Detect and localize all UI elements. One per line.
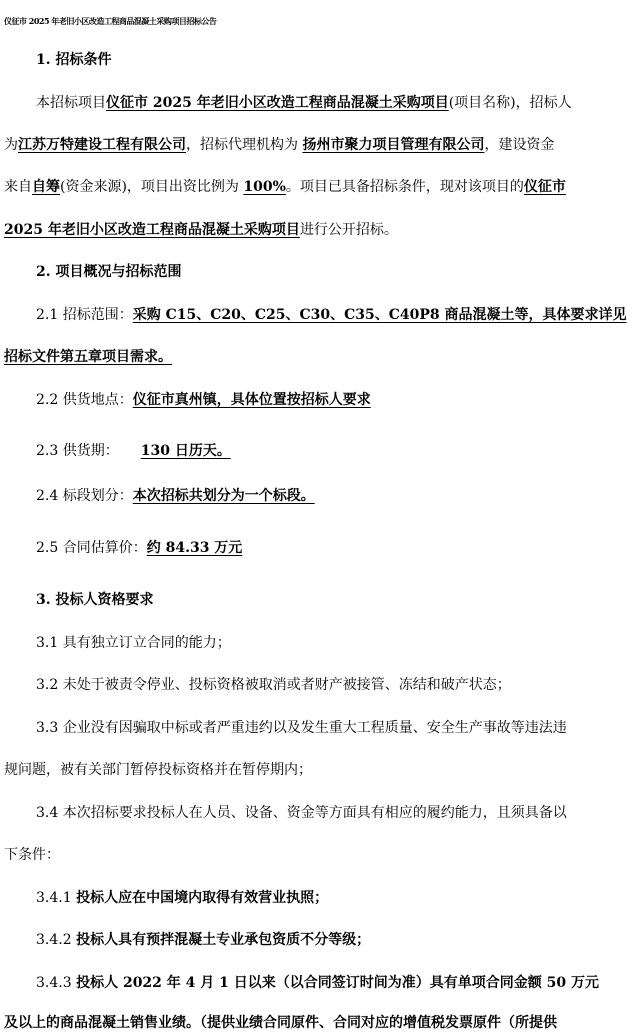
text: ，招标代理机构为	[186, 137, 303, 153]
text: 来自	[4, 179, 32, 195]
scope-line	[36, 305, 626, 325]
item-text: 投标人应在中国境内取得有效营业执照；	[76, 890, 329, 906]
field-label: 2.4 标段划分：	[36, 488, 133, 504]
field-value: 采购 C15、C20、C25、C30、C35、C40P8 商品混凝土等，具体要求详见	[132, 307, 627, 323]
field-value: 本次招标共划分为一个标段。	[132, 488, 315, 504]
tenderer-name: 江苏万特建设工程有限公司	[18, 137, 186, 153]
field-value: 约 84.33 万元	[146, 540, 243, 556]
section-heading-2: 2. 项目概况与招标范围	[36, 264, 182, 280]
item-text: 投标人具有预拌混凝土专业承包资质不分等级；	[76, 932, 371, 948]
fund-source: 自筹	[32, 179, 60, 195]
field-label: 2.5 合同估算价：	[36, 540, 147, 556]
requirement-item: 下条件：	[4, 847, 60, 863]
text: 为	[4, 137, 18, 153]
field-label: 2.3 供货期：	[36, 443, 119, 459]
item-number: 3.4.1	[36, 890, 77, 906]
section-heading-3: 3. 投标人资格要求	[36, 592, 154, 608]
paragraph-line	[4, 220, 398, 240]
project-name: 2025 年老旧小区改造工程商品混凝土采购项目	[4, 222, 300, 238]
paragraph-line	[4, 177, 566, 197]
item-number: 3.4.3	[36, 975, 77, 991]
requirement-item: 3.4 本次招标要求投标人在人员、设备、资金等方面具有相应的履约能力，且须具备以	[36, 805, 567, 821]
requirement-item: 规问题，被有关部门暂停投标资格并在暂停期内；	[4, 762, 312, 778]
field-label: 2.2 供货地点：	[36, 392, 133, 408]
text: 。项目已具备招标条件，现对该项目的	[285, 179, 524, 195]
paragraph-line	[4, 135, 554, 155]
requirement-item	[36, 888, 328, 908]
requirement-item: 3.1 具有独立订立合同的能力；	[36, 635, 231, 651]
project-name: 仪征市 2025 年老旧小区改造工程商品混凝土采购项目	[106, 95, 449, 111]
requirement-item: 3.3 企业没有因骗取中标或者严重违约以及发生重大工程质量、安全生产事故等违法违	[36, 720, 567, 736]
requirement-item: 及以上的商品混凝土销售业绩。（提供业绩合同原件、合同对应的增值税发票原件（所提供	[4, 1015, 557, 1031]
text: 进行公开招标。	[299, 222, 398, 238]
funding-ratio: 100%	[243, 179, 286, 195]
lot-line	[36, 486, 315, 506]
section-heading-1: 1. 招标条件	[36, 52, 112, 68]
project-name: 仪征市	[523, 179, 566, 195]
contract-price-line	[36, 538, 242, 558]
supply-place-line	[36, 390, 371, 410]
requirement-item	[36, 973, 599, 993]
agency-name: 扬州市聚力项目管理有限公司	[302, 137, 485, 153]
field-value: 仪征市真州镇，具体位置按招标人要求	[132, 392, 371, 408]
paragraph-line	[36, 93, 572, 113]
item-text: 投标人 2022 年 4 月 1 日以来（以合同签订时间为准）具有单项合同金额 50 万元	[76, 975, 599, 991]
field-label: 2.1 招标范围：	[36, 307, 133, 323]
text: (项目名称)，招标人	[448, 95, 572, 111]
field-value: 招标文件第五章项目需求。	[4, 349, 172, 365]
requirement-item: 3.2 未处于被责令停业、投标资格被取消或者财产被接管、冻结和破产状态；	[36, 677, 511, 693]
text: 本招标项目	[36, 95, 106, 111]
scope-line	[4, 347, 172, 367]
field-value: 130 日历天。	[140, 443, 231, 459]
item-number: 3.4.2	[36, 932, 77, 948]
requirement-item	[36, 930, 370, 950]
page-title: 仪征市 2025 年老旧小区改造工程商品混凝土采购项目招标公告	[4, 16, 217, 26]
text: (资金来源)，项目出资比例为	[60, 179, 244, 195]
text: ，建设资金	[484, 137, 555, 153]
supply-period-line	[36, 441, 231, 461]
